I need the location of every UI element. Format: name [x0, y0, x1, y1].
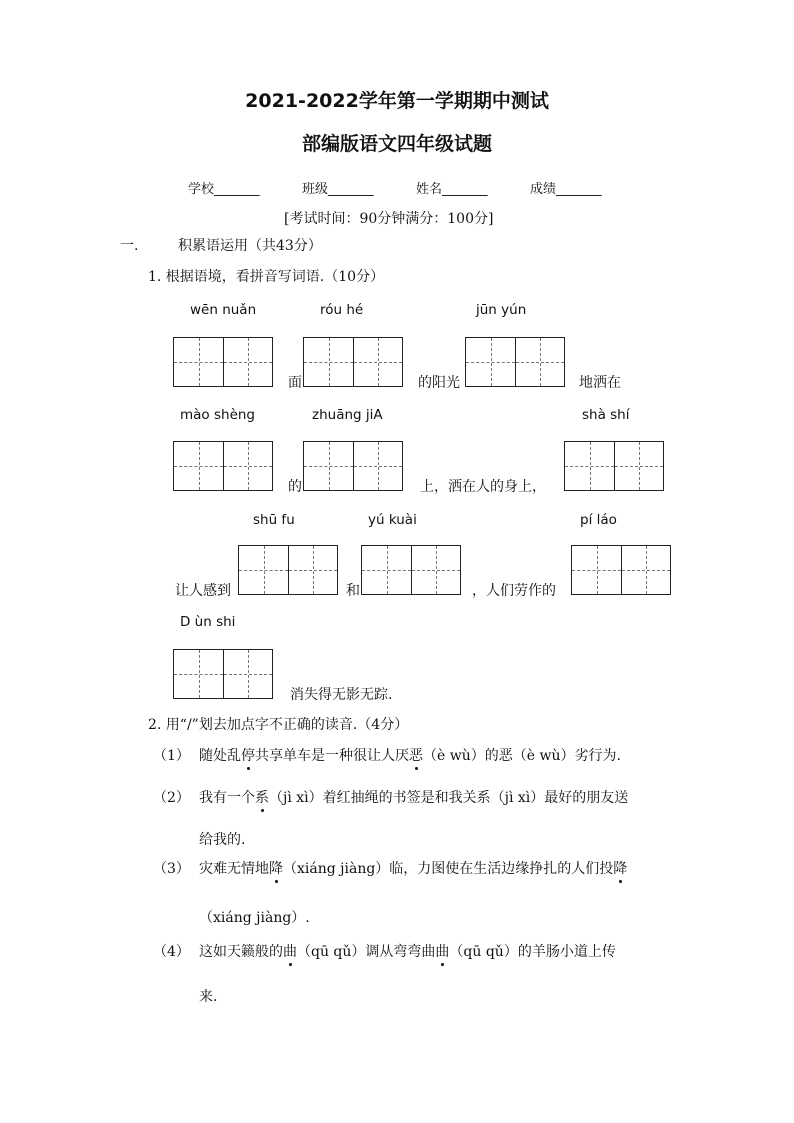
- dotted-char: 曲: [283, 941, 297, 961]
- item-number: （4）: [153, 944, 190, 960]
- connector-text: 的: [288, 479, 302, 495]
- connector-text: 和: [346, 583, 360, 599]
- answer-grid[interactable]: [173, 337, 273, 387]
- dotted-char: 曲: [435, 941, 449, 961]
- dotted-char: 恶: [409, 745, 423, 765]
- school-field: 学校_______: [188, 182, 260, 197]
- item-3-continuation: （xiáng jiàng）.: [199, 910, 310, 926]
- answer-grid[interactable]: [564, 441, 664, 491]
- answer-grid[interactable]: [173, 441, 273, 491]
- answer-grid[interactable]: [173, 649, 273, 699]
- item-4-text: 这如天籁般的曲（qū qǔ）调从弯弯曲曲（qū qǔ）的羊肠小道上传: [199, 941, 616, 961]
- pinyin-label: pí láo: [580, 512, 617, 528]
- exam-info: [考试时间：90分钟满分：100分]: [284, 211, 494, 227]
- item-4-continuation: 来.: [199, 989, 218, 1005]
- item-3-text: 灾难无情地降（xiáng jiàng）临，力图使在生活边缘挣扎的人们投降: [199, 858, 627, 878]
- answer-grid[interactable]: [361, 545, 461, 595]
- item-2-text: 我有一个系（jì xì）着红抽绳的书签是和我关系（jì xì）最好的朋友送: [199, 787, 628, 807]
- connector-text: ，人们劳作的: [472, 583, 556, 599]
- connector-text: 上，洒在人的身上，: [420, 479, 546, 495]
- answer-grid[interactable]: [238, 545, 338, 595]
- pinyin-label: D ùn shi: [180, 614, 236, 630]
- dotted-char: 降: [269, 858, 283, 878]
- dotted-char: 降: [613, 858, 627, 878]
- item-number: （3）: [153, 861, 190, 877]
- connector-text: 面: [288, 375, 302, 391]
- pinyin-label: wēn nuǎn: [190, 302, 257, 318]
- pinyin-label: yú kuài: [368, 512, 417, 528]
- item-number: （1）: [153, 748, 190, 764]
- dotted-char: 停: [241, 745, 255, 765]
- pinyin-label: róu hé: [320, 302, 364, 318]
- item-1-text: 随处乱停共享单车是一种很让人厌恶（è wù）的恶（è wù）劣行为.: [199, 745, 621, 765]
- answer-grid[interactable]: [303, 441, 403, 491]
- dotted-char: 系: [255, 787, 269, 807]
- answer-grid[interactable]: [303, 337, 403, 387]
- item-number: （2）: [153, 790, 190, 806]
- name-field: 姓名_______: [416, 182, 488, 197]
- pinyin-label: mào shèng: [180, 407, 255, 423]
- pinyin-label: jūn yún: [476, 302, 527, 318]
- pinyin-label: shà shí: [582, 407, 630, 423]
- connector-text: 消失得无影无踪.: [290, 687, 393, 703]
- page-subtitle: 部编版语文四年级试题: [301, 133, 492, 155]
- answer-grid[interactable]: [465, 337, 565, 387]
- connector-text: 让人感到: [175, 583, 231, 599]
- connector-text: 地洒在: [579, 375, 621, 391]
- score-field: 成绩_______: [530, 182, 602, 197]
- pinyin-label: zhuāng jiA: [312, 407, 383, 423]
- page-title: 2021-2022学年第一学期期中测试: [245, 90, 549, 112]
- question-2-prompt: 2. 用“/”划去加点字不正确的读音.（4分）: [148, 717, 409, 733]
- section-number: 一.: [120, 238, 139, 254]
- section-title: 积累语运用（共43分）: [178, 238, 322, 254]
- question-1-prompt: 1. 根据语境，看拼音写词语.（10分）: [148, 269, 385, 285]
- answer-grid[interactable]: [571, 545, 671, 595]
- connector-text: 的阳光: [418, 375, 460, 391]
- pinyin-label: shū fu: [253, 512, 295, 528]
- class-field: 班级_______: [302, 182, 374, 197]
- item-2-continuation: 给我的.: [199, 832, 246, 848]
